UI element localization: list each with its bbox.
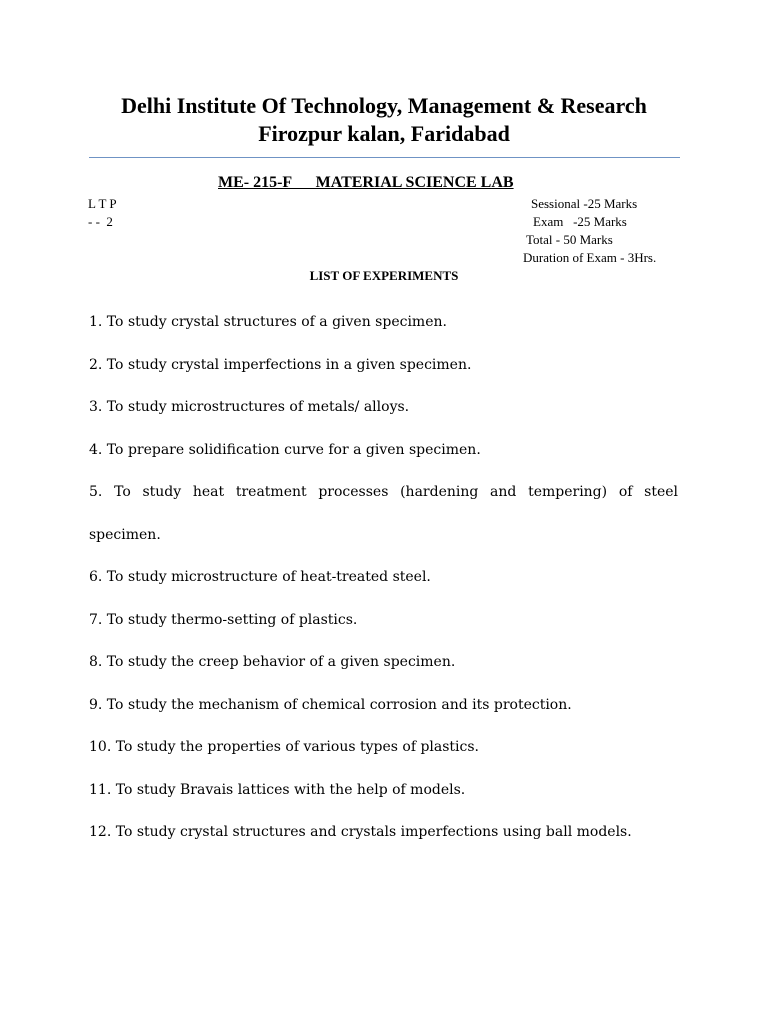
list-item: 6. To study microstructure of heat-treated steel. (89, 569, 431, 585)
document-header (0, 92, 768, 148)
list-item: 7. To study thermo-setting of plastics. (89, 611, 358, 628)
list-item: 4. To prepare solidification curve for a given specimen. (89, 441, 481, 458)
exam-marks: Exam -25 Marks (533, 214, 627, 229)
total-marks: Total - 50 Marks (526, 232, 613, 247)
list-item: 3. To study microstructures of metals/ alloys. (89, 399, 410, 415)
exam-duration: Duration of Exam - 3Hrs. (523, 250, 657, 265)
institute-location: Firozpur kalan, Faridabad (258, 121, 510, 146)
ltp-label: L T P (88, 196, 117, 211)
list-item: 9. To study the mechanism of chemical corrosion and its protection. (89, 696, 572, 713)
experiment-list (89, 301, 678, 854)
header-divider (89, 157, 680, 158)
list-heading: LIST OF EXPERIMENTS (309, 268, 459, 283)
list-item: 1. To study crystal structures of a given specimen. (89, 314, 447, 330)
list-item: 12. To study crystal structures and crystals imperfections using ball models. (89, 824, 632, 840)
list-item: 11. To study Bravais lattices with the help of models. (89, 781, 466, 798)
ltp-value: - - 2 (88, 214, 113, 229)
list-item: 8. To study the creep behavior of a given specimen. (89, 654, 456, 670)
list-item: 10. To study the properties of various types of plastics. (89, 739, 480, 755)
sessional-marks: Sessional -25 Marks (531, 196, 638, 211)
list-item: 5. To study heat treatment processes (hardening and tempering) of steel specimen. (89, 484, 678, 543)
institute-name: Delhi Institute Of Technology, Management & Research (121, 93, 647, 118)
list-item: 2. To study crystal imperfections in a given specimen. (89, 356, 472, 373)
course-title: ME- 215-F MATERIAL SCIENCE LAB (218, 174, 514, 191)
ltp-block (88, 195, 117, 231)
